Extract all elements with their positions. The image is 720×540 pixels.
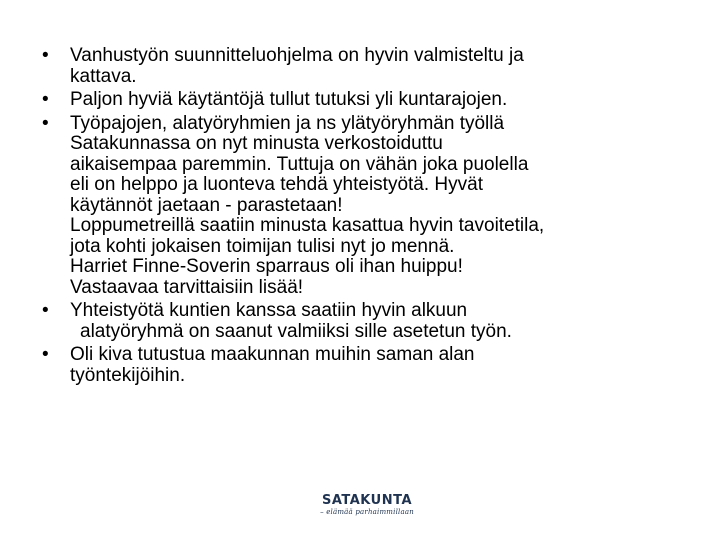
bullet-text-line: Paljon hyviä käytäntöjä tullut tutuksi yli kuntarajojen. bbox=[70, 89, 508, 110]
bullet-marker: • bbox=[42, 45, 49, 66]
bullet-text-line: työntekijöihin. bbox=[70, 364, 186, 386]
bullet-text-line: käytännöt jaetaan - parastetaan! bbox=[70, 194, 343, 216]
bullet-item bbox=[42, 301, 692, 342]
bullet-text-line: Oli kiva tutustua maakunnan muihin saman alan bbox=[70, 344, 475, 365]
bullet-marker: • bbox=[42, 344, 49, 365]
bullet-item bbox=[42, 345, 692, 386]
bullet-text-line: Työpajojen, alatyöryhmien ja ns ylätyöryhmän työllä bbox=[70, 112, 505, 134]
bullet-item bbox=[42, 90, 692, 111]
bullet-text-line: kattava. bbox=[70, 65, 137, 87]
bullet-text-line: Harriet Finne-Soverin sparraus oli ihan huippu! bbox=[70, 256, 463, 277]
bullet-text-line: aikaisempaa paremmin. Tuttuja on vähän joka puolella bbox=[70, 153, 529, 175]
bullet-marker: • bbox=[42, 300, 49, 321]
bullet-text-line: Vanhustyön suunnitteluohjelma on hyvin valmisteltu ja bbox=[70, 45, 524, 66]
bullet-text-line: Yhteistyötä kuntien kanssa saatiin hyvin alkuun bbox=[70, 300, 468, 321]
logo-tagline: – elämää parhaimmillaan bbox=[320, 508, 414, 516]
bullet-list bbox=[42, 46, 692, 389]
bullet-text-line: Satakunnassa on nyt minusta verkostoiduttu bbox=[70, 133, 443, 154]
logo-name: SATAKUNTA bbox=[321, 493, 413, 508]
bullet-marker: • bbox=[42, 112, 49, 134]
bullet-marker: • bbox=[42, 89, 49, 110]
satakunta-logo bbox=[312, 493, 422, 517]
bullet-text-line: jota kohti jokaisen toimijan tulisi nyt jo mennä. bbox=[70, 235, 455, 257]
bullet-text-line: Vastaavaa tarvittaisiin lisää! bbox=[70, 276, 304, 298]
bullet-text-line: eli on helppo ja luonteva tehdä yhteistyötä. Hyvät bbox=[70, 174, 483, 195]
bullet-text-line: alatyöryhmä on saanut valmiiksi sille asetetun työn. bbox=[80, 320, 512, 342]
bullet-text-line: Loppumetreillä saatiin minusta kasattua hyvin tavoitetila, bbox=[70, 215, 545, 236]
bullet-item bbox=[42, 46, 692, 87]
bullet-item bbox=[42, 114, 692, 299]
